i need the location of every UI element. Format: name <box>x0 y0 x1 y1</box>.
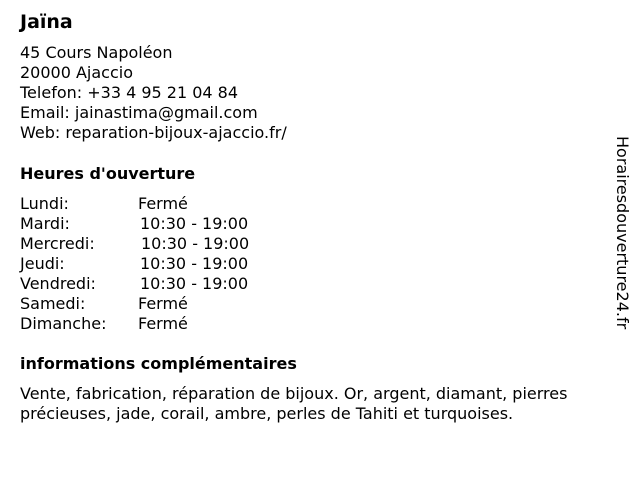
day-label: Dimanche: <box>20 314 107 333</box>
website: Web: reparation-bijoux-ajaccio.fr/ <box>20 123 287 142</box>
day-label: Samedi: <box>20 294 86 313</box>
business-name: Jaïna <box>20 11 73 33</box>
day-hours: 10:30 - 19:00 <box>140 254 249 273</box>
address-city: 20000 Ajaccio <box>20 63 134 82</box>
phone-number: Telefon: +33 4 95 21 04 84 <box>20 83 239 102</box>
day-label: Mardi: <box>20 214 70 233</box>
day-label: Mercredi: <box>20 234 95 253</box>
contact-block <box>20 43 287 143</box>
business-description: Vente, fabrication, réparation de bijoux. Or, argent, diamant, pierres précieuses, jade, corail, ambre, perles de Tahiti et turquoises. <box>20 384 568 423</box>
day-label: Vendredi: <box>20 274 96 293</box>
day-hours: 10:30 - 19:00 <box>140 214 249 233</box>
day-hours: Fermé <box>138 314 188 333</box>
address-street: 45 Cours Napoléon <box>20 43 173 62</box>
info-heading: informations complémentaires <box>20 354 297 373</box>
day-label: Jeudi: <box>20 254 65 273</box>
hours-heading: Heures d'ouverture <box>20 164 196 183</box>
day-hours: Fermé <box>138 194 188 213</box>
site-watermark: Horairesdouverture24.fr <box>613 136 632 330</box>
day-hours: 10:30 - 19:00 <box>141 234 250 253</box>
day-label: Lundi: <box>20 194 69 213</box>
email-address: Email: jainastima@gmail.com <box>20 103 258 122</box>
day-hours: Fermé <box>138 294 188 313</box>
day-hours: 10:30 - 19:00 <box>140 274 249 293</box>
